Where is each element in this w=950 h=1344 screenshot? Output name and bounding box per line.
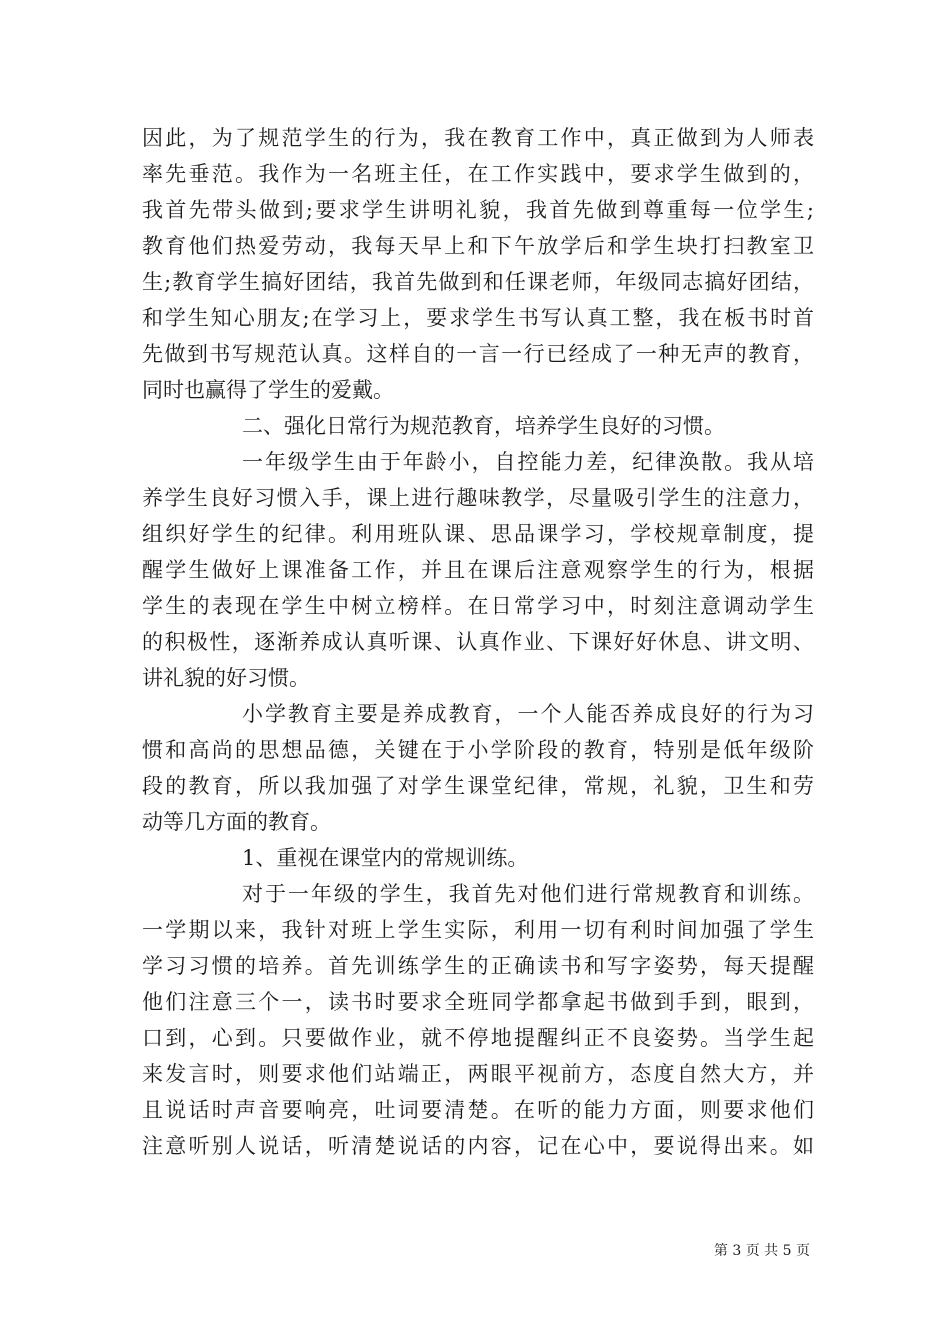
text-line: 同时也赢得了学生的爱戴。: [142, 378, 394, 402]
document-body: [142, 120, 814, 1164]
text-line: 我首先带头做到;要求学生讲明礼貌，我首先做到尊重每一位学生;: [142, 198, 814, 222]
text-line: 醒学生做好上课准备工作，并且在课后注意观察学生的行为，根据: [142, 558, 814, 582]
text-line: 组织好学生的纪律。利用班队课、思品课学习，学校规章制度，提: [142, 522, 814, 546]
text-line: 口到，心到。只要做作业，就不停地提醒纠正不良姿势。当学生起: [142, 1026, 814, 1050]
text-line: 且说话时声音要响亮，吐词要清楚。在听的能力方面，则要求他们: [142, 1098, 814, 1122]
text-line: 他们注意三个一，读书时要求全班同学都拿起书做到手到，眼到，: [142, 990, 814, 1014]
text-line: 小学教育主要是养成教育，一个人能否养成良好的行为习: [242, 702, 814, 726]
text-line: 率先垂范。我作为一名班主任，在工作实践中，要求学生做到的，: [142, 162, 814, 186]
text-line: 段的教育，所以我加强了对学生课堂纪律，常规，礼貌，卫生和劳: [142, 774, 814, 798]
text-line: 生;教育学生搞好团结，我首先做到和任课老师，年级同志搞好团结，: [142, 270, 814, 294]
text-line: 和学生知心朋友;在学习上，要求学生书写认真工整，我在板书时首: [142, 306, 814, 330]
text-line: 惯和高尚的思想品德，关键在于小学阶段的教育，特别是低年级阶: [142, 738, 814, 762]
text-line: 的积极性，逐渐养成认真听课、认真作业、下课好好休息、讲文明、: [142, 630, 814, 654]
text-line: 先做到书写规范认真。这样自的一言一行已经成了一种无声的教育，: [142, 342, 814, 366]
paragraph-4: [142, 876, 814, 1164]
paragraph-3: [142, 696, 814, 840]
page-number: 第 3 页 共 5 页: [713, 1243, 810, 1259]
section-heading: 二、强化日常行为规范教育，培养学生良好的习惯。: [242, 414, 725, 438]
text-line: 一学期以来，我针对班上学生实际，利用一切有利时间加强了学生: [142, 918, 814, 942]
paragraph-2: [142, 444, 814, 696]
text-line: 教育他们热爱劳动，我每天早上和下午放学后和学生块打扫教室卫: [142, 234, 814, 258]
text-line: 学生的表现在学生中树立榜样。在日常学习中，时刻注意调动学生: [142, 594, 814, 618]
text-line: 来发言时，则要求他们站端正，两眼平视前方，态度自然大方，并: [142, 1062, 814, 1086]
text-line: 对于一年级的学生，我首先对他们进行常规教育和训练。: [242, 882, 814, 906]
text-line: 养学生良好习惯入手，课上进行趣味教学，尽量吸引学生的注意力，: [142, 486, 814, 510]
text-line: 学习习惯的培养。首先训练学生的正确读书和写字姿势，每天提醒: [142, 954, 814, 978]
paragraph-1: [142, 120, 814, 408]
text-line: 一年级学生由于年龄小，自控能力差，纪律涣散。我从培: [242, 450, 814, 474]
text-line: 动等几方面的教育。: [142, 810, 331, 834]
text-line: 注意听别人说话，听清楚说话的内容，记在心中，要说得出来。如: [142, 1134, 814, 1158]
text-line: 因此，为了规范学生的行为，我在教育工作中，真正做到为人师表: [142, 126, 814, 150]
subsection-heading: 1、重视在课堂内的常规训练。: [242, 846, 529, 870]
text-line: 讲礼貌的好习惯。: [142, 666, 310, 690]
